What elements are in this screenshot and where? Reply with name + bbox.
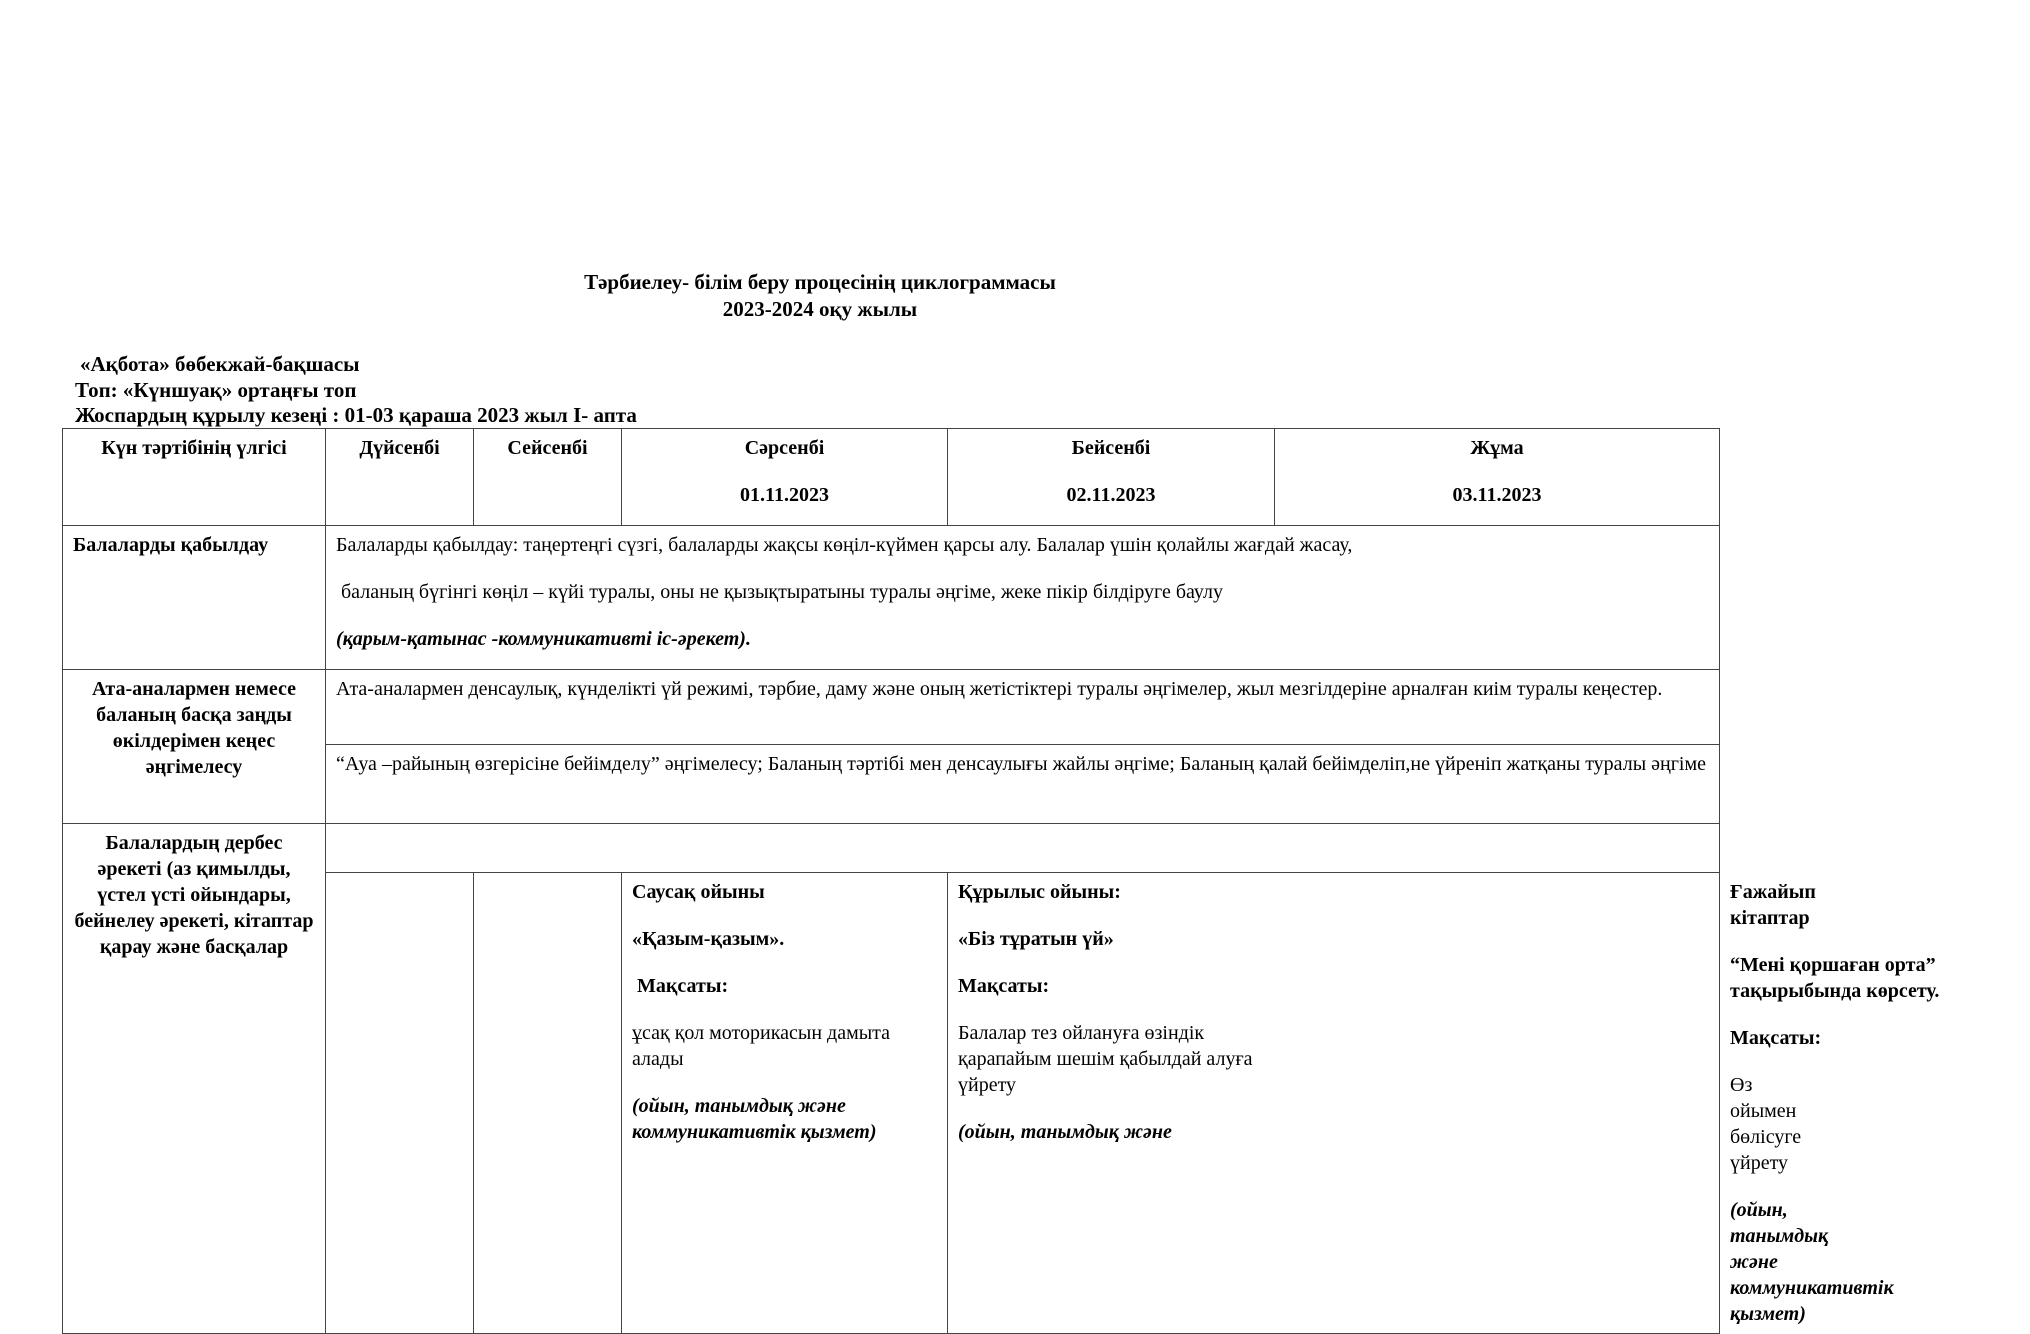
day-name: Дүйсенбі [359, 437, 440, 459]
document-title: Тәрбиелеу- білім беру процесінің циклограммасы [584, 270, 1056, 294]
day-name: Сейсенбі [507, 437, 588, 459]
reception-line-1: Балаларды қабылдау: таңертеңгі сүзгі, балаларды жақсы көңіл-күймен қарсы алу. Балалар үшін қолайлы жағдай жасау, [336, 534, 1353, 556]
wed-goal-label: Мақсаты: [632, 975, 729, 997]
wed-goal: ұсақ қол моторикасын дамыта алады [632, 1022, 891, 1070]
thu-game: Құрылыс ойыны: [958, 881, 1121, 903]
kindergarten-name: «Ақбота» бөбекжай-бақшасы [80, 352, 360, 376]
wed-activity: (ойын, танымдық және коммуникативтік қызмет) [632, 1095, 877, 1143]
thu-goal-label: Мақсаты: [958, 975, 1050, 997]
day-date: 01.11.2023 [740, 484, 829, 506]
day-date: 03.11.2023 [1452, 484, 1542, 506]
table-row-parents-1 [63, 670, 1720, 745]
cyclogram-table [62, 428, 1940, 1334]
header-thursday [948, 429, 1275, 526]
independent-activity-text: Балалардың дербес әрекеті (аз қимылды, үстел үсті ойындары, бейнелеу әрекеті, кітаптар қарау және басқалар [74, 832, 314, 958]
independent-activity-empty [326, 824, 1720, 873]
table-row-reception [63, 526, 1720, 670]
independent-activity-label [63, 824, 326, 1334]
monday-cell [326, 873, 474, 1334]
thu-activity: (ойын, танымдық және [958, 1121, 1172, 1143]
wednesday-cell [622, 873, 948, 1334]
header-monday [326, 429, 474, 526]
day-name: Жұма [1470, 437, 1524, 459]
thu-goal: Балалар тез ойлануға өзіндік қарапайым шешім қабылдай алуға үйрету [958, 1022, 1253, 1096]
header-friday [1275, 429, 1720, 526]
table-header-row [63, 429, 1720, 526]
wed-game: Саусақ ойыны [632, 881, 765, 903]
parents-label: Ата-аналармен немесе баланың басқа заңды өкілдерімен кеңес әңгімелесу [63, 670, 326, 824]
plan-period: Жоспардың құрылу кезеңі : 01-03 қараша 2023 жыл І- апта [75, 403, 637, 427]
table-row-independent-2: Саусақ ойыны «Қазым-қазым». Мақсаты: ұсақ қол моторикасын дамыта алады (ойын, танымдық және коммуникативтік қызмет) Құрылыс ойыны: «Біз тұратын үй» Мақсаты: Балалар тез ойлануға өзіндік қарапайым шешім қабылдай алуға үйрету (ойын, танымдық және Ғажайып кітаптар “Мені қоршаған орта” тақырыбында көрсету. Мақсаты: Өз ойымен бөлісуге үйрету (ойын, танымдық және коммуникативтік қызмет) [63, 873, 1720, 1334]
reception-content [326, 526, 1720, 670]
header-schedule-model: Күн тәртібінің үлгісі [63, 429, 326, 526]
parents-conversation: “Ауа –райының өзгерісіне бейімделу” әңгімелесу; Баланың тәртібі мен денсаулығы жайлы әңгіме; Баланың қалай бейімделіп,не үйреніп жатқаны туралы әңгіме [326, 745, 1720, 824]
reception-label: Балаларды қабылдау [63, 526, 326, 670]
thu-game-name: «Біз тұратын үй» [958, 928, 1114, 950]
wed-game-name: «Қазым-қазым». [632, 928, 785, 950]
tuesday-cell [474, 873, 622, 1334]
group-name: Топ: «Күншуақ» ортаңғы топ [75, 378, 357, 402]
reception-activity: (қарым-қатынас -коммуникативті іс-әрекет). [336, 628, 751, 650]
academic-year: 2023-2024 оқу жылы [722, 297, 918, 321]
header-wednesday [622, 429, 948, 526]
parents-consultation: Ата-аналармен денсаулық, күнделікті үй режимі, тәрбие, даму және оның жетістіктері туралы әңгімелер, жыл мезгілдеріне арналған киім туралы кеңестер. [326, 670, 1720, 745]
header-tuesday [474, 429, 622, 526]
day-date: 02.11.2023 [1066, 484, 1156, 506]
fri-game-name: “Мені қоршаған орта” тақырыбында көрсету. [1730, 954, 1940, 1002]
table-row-independent-1 [63, 824, 1720, 873]
day-name: Бейсенбі [1071, 437, 1151, 459]
thursday-cell [948, 873, 1720, 1334]
reception-line-2: баланың бүгінгі көңіл – күйі туралы, оны не қызықтыратыны туралы әңгіме, жеке пікір білдіруге баулу [336, 581, 1224, 603]
day-name: Сәрсенбі [744, 437, 825, 459]
